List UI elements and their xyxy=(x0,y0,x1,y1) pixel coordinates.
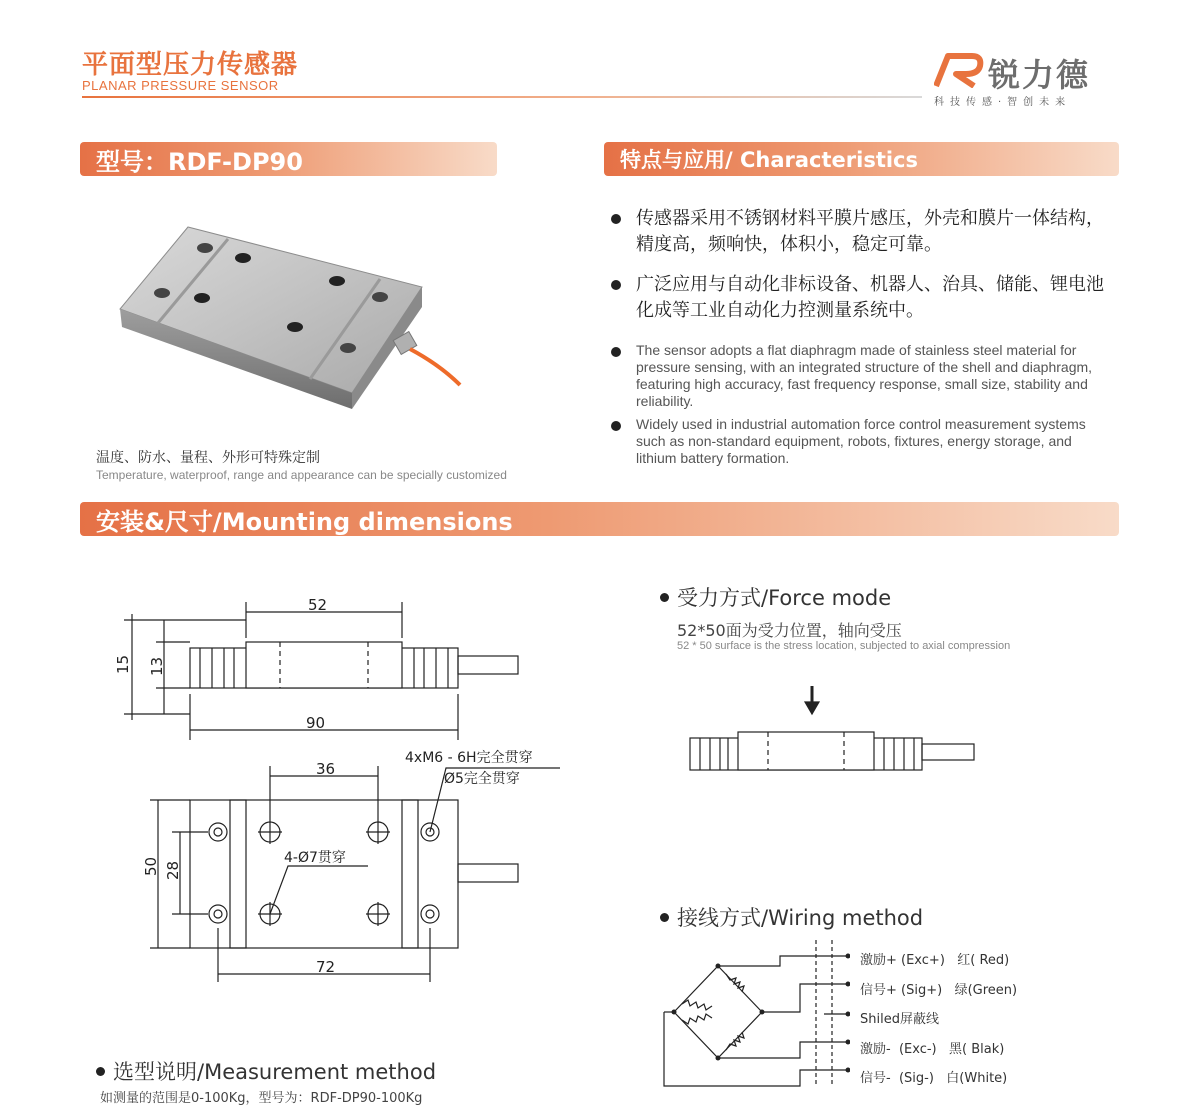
wire-list xyxy=(860,946,1017,1094)
feature-en-1: The sensor adopts a flat diaphragm made of stainless steel material for pressure sensing, with an integrated structure of the shell and diaphragm, featuring high accuracy, fast frequency response, small size, stability and reliability. xyxy=(636,342,1093,409)
dim-72: 72 xyxy=(316,958,336,976)
dim-90: 90 xyxy=(306,714,326,732)
dim-52: 52 xyxy=(308,596,328,614)
feature-cn-2: 广泛应用与自动化非标设备、机器人、治具、储能、锂电池化成等工业自动化力控测量系统中。 xyxy=(636,274,1104,321)
bullet-icon xyxy=(660,593,669,602)
model-banner xyxy=(80,142,497,176)
hole-note-m6: 4xM6 - 6H完全贯穿 xyxy=(405,750,533,766)
brand-slogan: 科技传感·智创未来 xyxy=(934,97,1072,108)
measurement-note: 如测量的范围是0-100Kg，型号为：RDF-DP90-100Kg xyxy=(100,1091,423,1106)
characteristics-list xyxy=(608,206,1108,473)
custom-note-cn: 温度、防水、量程、外形可特殊定制 xyxy=(96,450,320,466)
dim-15: 15 xyxy=(114,654,132,674)
wiring-title: 接线方式/Wiring method xyxy=(677,906,924,930)
dim-28: 28 xyxy=(164,860,182,880)
force-mode-heading xyxy=(660,582,891,612)
bullet-icon xyxy=(611,214,621,224)
hole-note-phi7: 4-Ø7贯穿 xyxy=(284,850,346,866)
force-mode-cn: 52*50面为受力位置，轴向受压 xyxy=(677,621,902,640)
characteristics-title: 特点与应用/ Characteristics xyxy=(620,148,919,172)
hole-note-phi5: Ø5完全贯穿 xyxy=(444,771,520,787)
wire-shield: Shiled屏蔽线 xyxy=(860,1012,939,1027)
brand-name: 锐力德 xyxy=(988,56,1091,94)
list-item xyxy=(608,342,1108,410)
dim-36: 36 xyxy=(316,760,336,778)
sensor-product-image xyxy=(110,215,470,415)
wiring-heading xyxy=(660,902,923,932)
header-rule xyxy=(82,96,922,98)
dim-13: 13 xyxy=(148,656,166,676)
side-view-top xyxy=(246,642,402,688)
force-mode-drawing xyxy=(680,680,990,780)
characteristics-banner xyxy=(604,142,1119,176)
wire-sig-minus: 信号- (Sig-) 白(White) xyxy=(860,1071,1008,1086)
custom-note-en: Temperature, waterproof, range and appearance can be specially customized xyxy=(96,468,507,482)
model-label: 型号：RDF-DP90 xyxy=(96,147,303,176)
dim-50: 50 xyxy=(142,856,160,876)
wire-exc-minus: 激励- (Exc-) 黑( Blak) xyxy=(860,1041,1005,1057)
page-subtitle: PLANAR PRESSURE SENSOR xyxy=(82,78,279,93)
feature-cn-1: 传感器采用不锈钢材料平膜片感压，外壳和膜片一体结构，精度高，频响快，体积小，稳定可靠。 xyxy=(636,208,1104,255)
mounting-title: 安装&尺寸/Mounting dimensions xyxy=(96,507,513,536)
wire-sig-plus: 信号+ (Sig+) 绿(Green) xyxy=(860,982,1018,998)
force-mode-title: 受力方式/Force mode xyxy=(677,586,892,610)
force-arrow-icon xyxy=(805,702,819,714)
bullet-icon xyxy=(611,280,621,290)
bullet-icon xyxy=(611,347,621,357)
list-item xyxy=(608,206,1108,258)
mounting-banner xyxy=(80,502,1119,536)
list-item xyxy=(608,272,1108,324)
mounting-drawing xyxy=(100,590,580,990)
wiring-diagram xyxy=(650,940,850,1090)
bullet-icon xyxy=(660,913,669,922)
force-mode-en: 52 * 50 surface is the stress location, subjected to axial compression xyxy=(677,640,1011,652)
bullet-icon xyxy=(96,1067,105,1076)
brand-logo-icon xyxy=(934,52,986,88)
feature-en-2: Widely used in industrial automation force control measurement systems such as non-standard equipment, robots, fixtures, energy storage, and lithium battery formation. xyxy=(636,416,1086,466)
measurement-title: 选型说明/Measurement method xyxy=(113,1060,437,1084)
wire-exc-plus: 激励+ (Exc+) 红( Red) xyxy=(860,953,1010,968)
page-title: 平面型压力传感器 xyxy=(82,50,299,80)
bullet-icon xyxy=(611,421,621,431)
measurement-heading xyxy=(96,1056,436,1086)
list-item xyxy=(608,416,1108,467)
